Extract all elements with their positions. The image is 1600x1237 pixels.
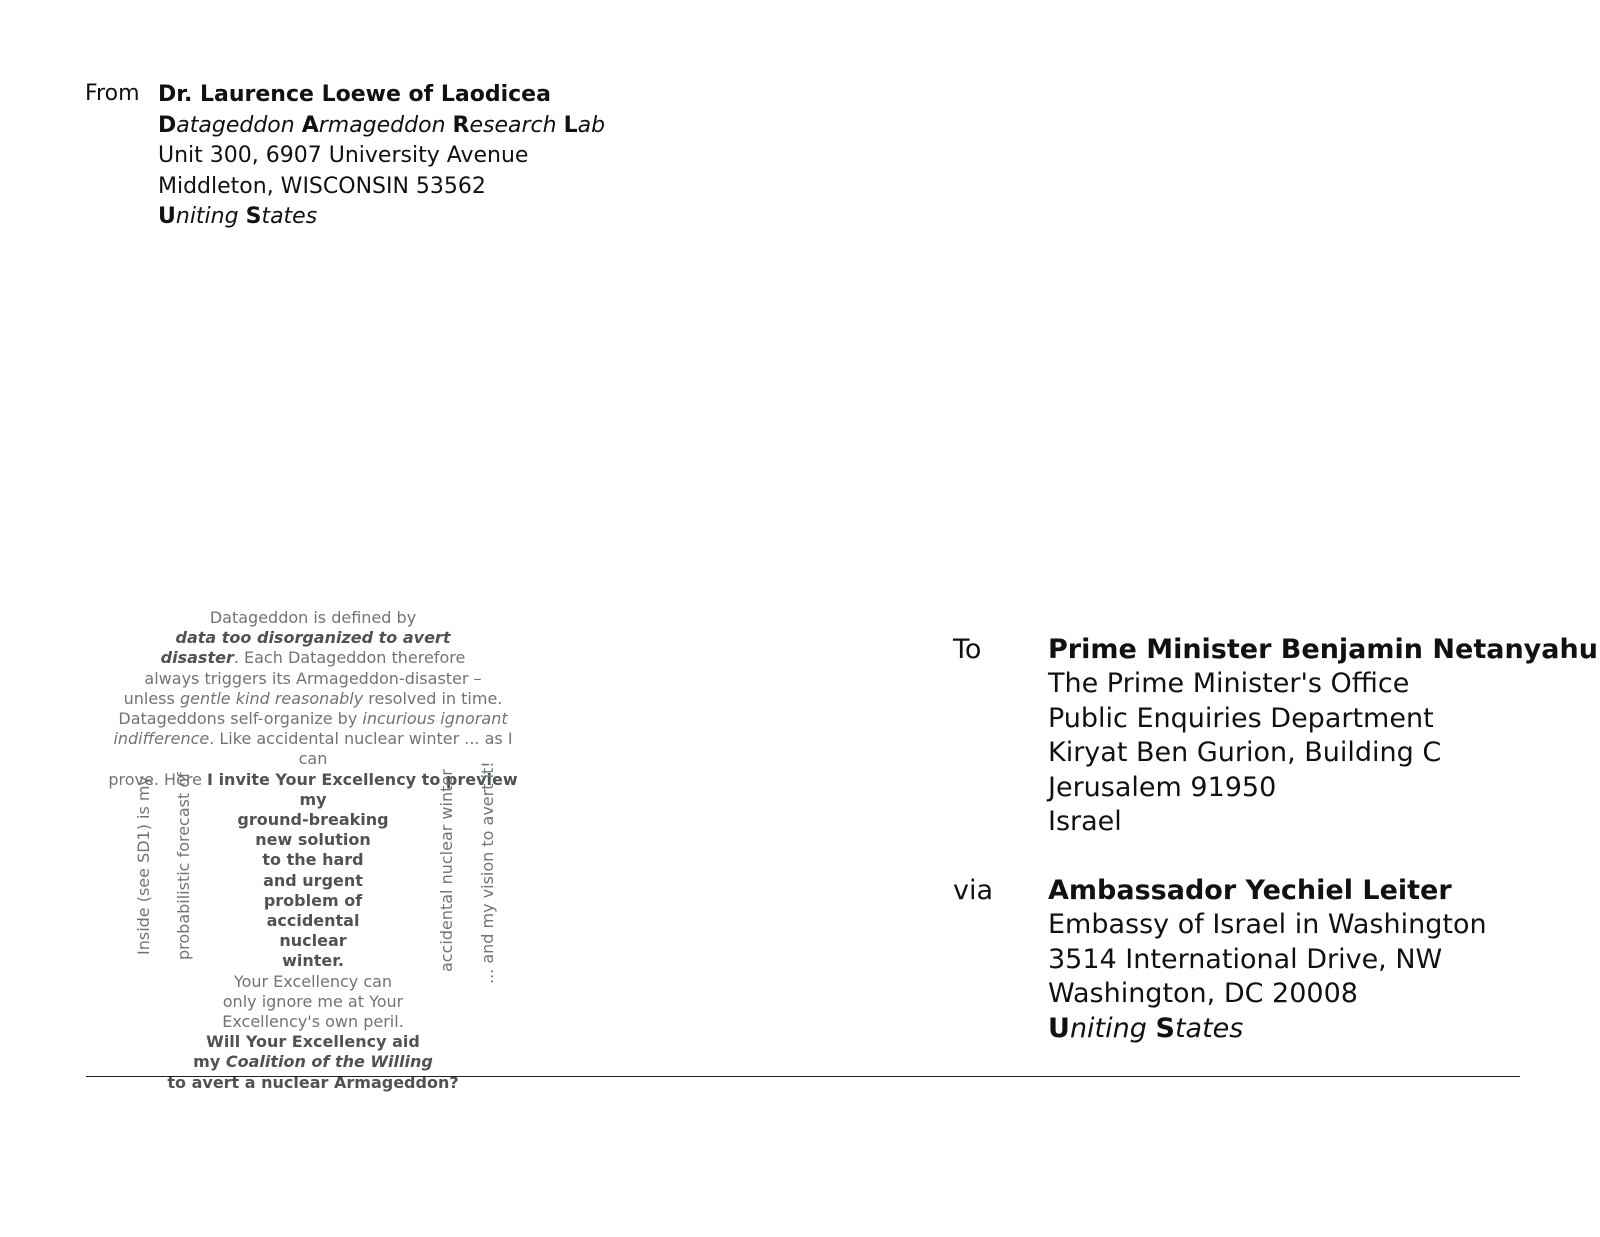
via-address (1048, 874, 1487, 1046)
from-label: From (85, 81, 140, 106)
sender-address (158, 80, 605, 233)
sender-country: Uniting States (158, 204, 318, 229)
recipient-line: Jerusalem 91950 (1048, 771, 1277, 803)
pitch-line: Your Excellency can (233, 971, 393, 991)
pitch-line: data too disorganized to avert (175, 628, 451, 648)
pitch-line: indifference. Like accidental nuclear winter ... as I can (113, 729, 513, 769)
pitch-line: accidental (266, 911, 360, 931)
recipient-name: Prime Minister Benjamin Netanyahu (1048, 634, 1598, 665)
vertical-text: ... and my vision to avert it! (478, 761, 497, 984)
pitch-line: Will Your Excellency aid (206, 1032, 420, 1052)
pitch-line: winter. (282, 951, 344, 971)
pitch-line: always triggers its Armageddon-disaster – (144, 668, 482, 688)
to-label: To (953, 634, 982, 665)
divider-line (86, 1076, 1520, 1077)
vertical-text: probabilistic forecast of (174, 772, 193, 960)
sender-lab: Datageddon Armageddon Research Lab (158, 112, 606, 138)
via-line: Washington, DC 20008 (1048, 978, 1358, 1010)
pitch-line: prove. Here I invite Your Excellency to preview my (108, 769, 518, 809)
pitch-line: my Coalition of the Willing (193, 1052, 433, 1072)
recipient-line: Israel (1048, 806, 1122, 838)
pitch-line: new solution (255, 830, 371, 850)
recipient-line: Kiryat Ben Gurion, Building C (1048, 737, 1442, 769)
pitch-line: nuclear (279, 931, 347, 951)
recipient-line: Public Enquiries Department (1048, 702, 1434, 734)
pitch-text (100, 608, 526, 1093)
via-country: Uniting States (1048, 1012, 1244, 1044)
pitch-line: to avert a nuclear Armageddon? (167, 1072, 459, 1092)
sender-name: Dr. Laurence Loewe of Laodicea (158, 82, 551, 107)
via-label: via (953, 875, 994, 906)
vertical-text: Inside (see SD1) is my (134, 776, 153, 955)
via-line: Embassy of Israel in Washington (1048, 909, 1487, 941)
pitch-line: ground-breaking (237, 810, 389, 830)
via-name: Ambassador Yechiel Leiter (1048, 875, 1452, 906)
via-line: 3514 International Drive, NW (1048, 943, 1443, 975)
pitch-line: and urgent (263, 870, 363, 890)
pitch-line: only ignore me at Your (222, 991, 404, 1011)
pitch-line: Datageddon is defined by (209, 608, 417, 627)
pitch-line: problem of (263, 890, 363, 910)
pitch-line: to the hard (262, 850, 364, 870)
pitch-line: unless gentle kind reasonably resolved in time. (123, 688, 503, 708)
pitch-line: Excellency's own peril. (222, 1012, 404, 1032)
sender-city: Middleton, WISCONSIN 53562 (158, 173, 486, 199)
sender-street: Unit 300, 6907 University Avenue (158, 143, 529, 168)
pitch-line: disaster. Each Datageddon therefore (160, 648, 466, 668)
vertical-text: accidental nuclear winter (437, 769, 456, 972)
pitch-line: Datageddons self-organize by incurious ignorant (118, 709, 508, 729)
recipient-line: The Prime Minister's Office (1048, 668, 1410, 700)
recipient-address (1048, 633, 1598, 839)
